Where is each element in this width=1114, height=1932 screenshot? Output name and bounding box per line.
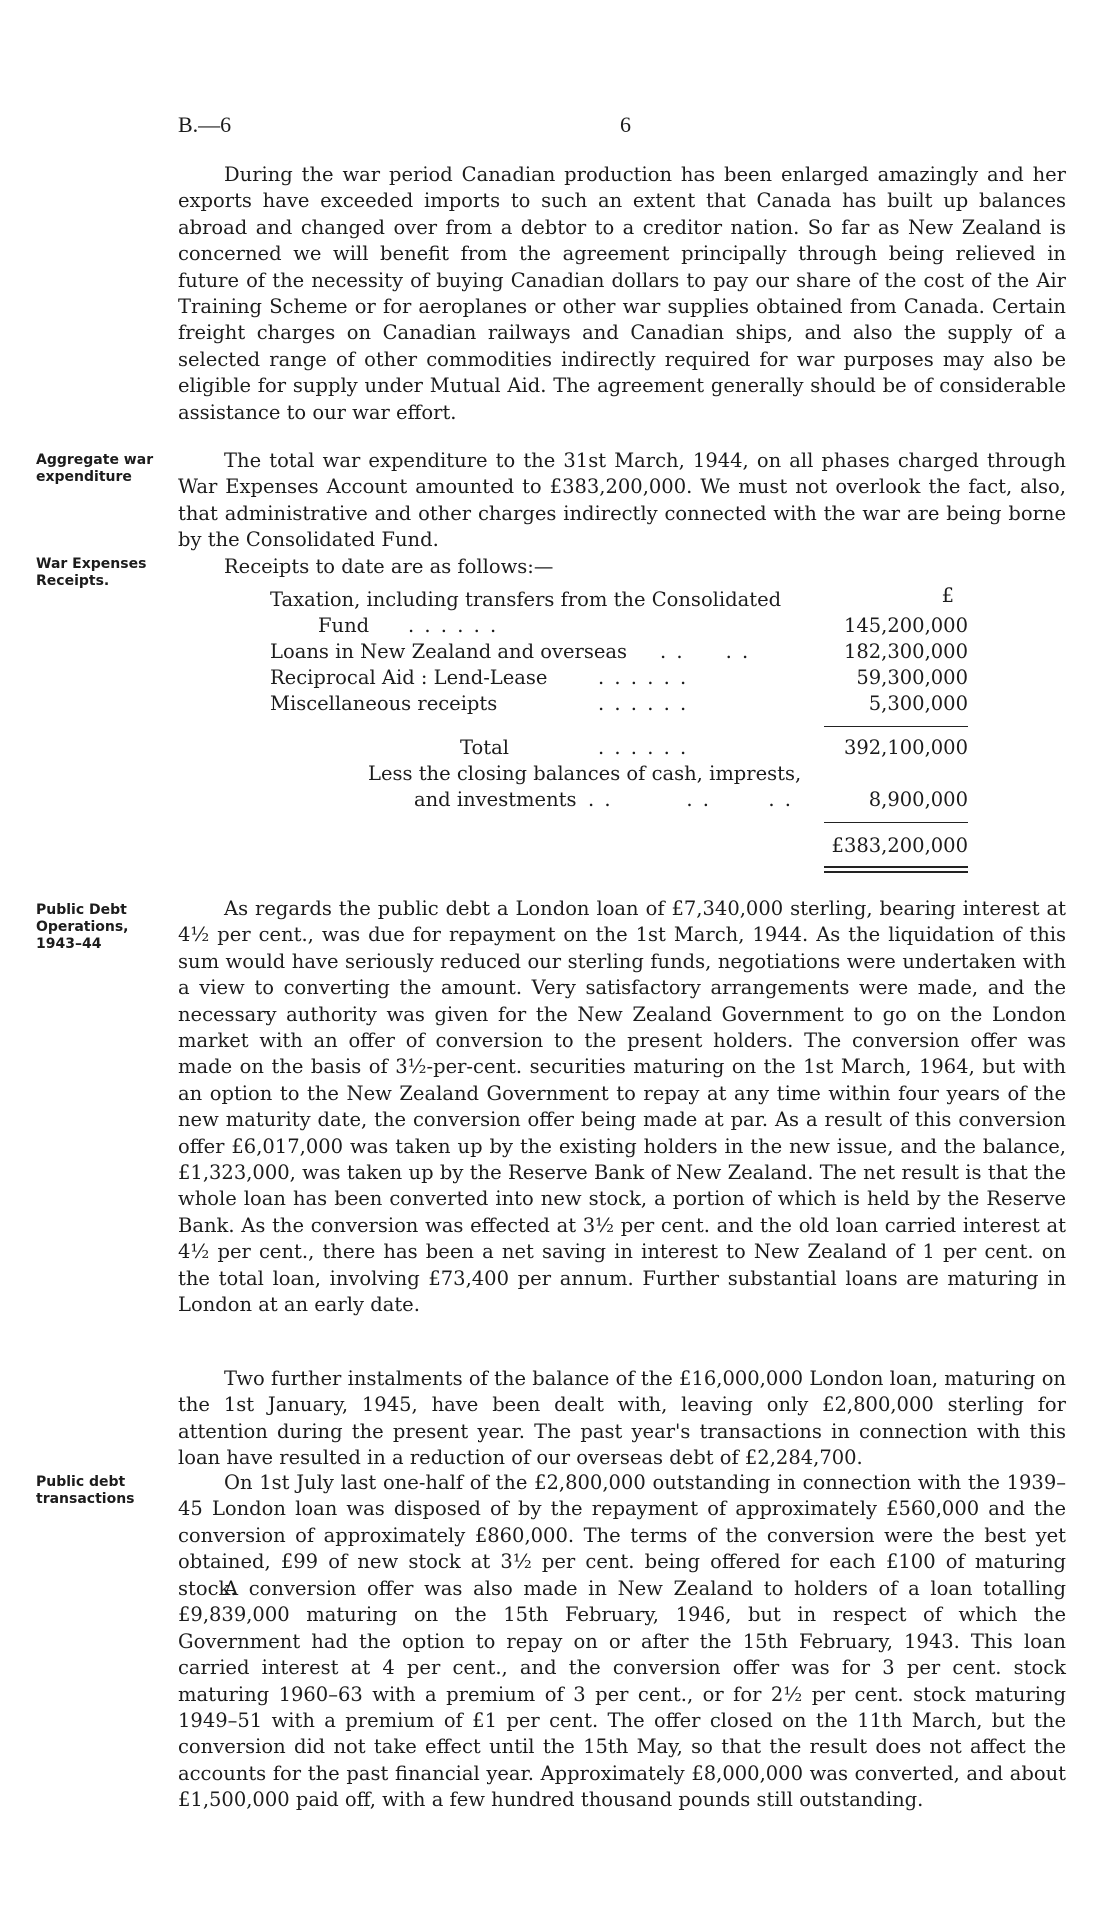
leader-dots: . . . . . . [588, 788, 793, 811]
receipt-amount: 182,300,000 [843, 640, 968, 663]
less-label: Less the closing balances of cash, imprests, [368, 762, 802, 785]
receipt-label: Fund [318, 614, 370, 637]
receipt-row-reciprocal-aid [178, 666, 1066, 692]
page-number: 6 [620, 112, 631, 137]
paragraph-instalments: Two further instalments of the balance of the £16,000,000 London loan, maturing on the 1st January, 1945, have been dealt with, leaving only £2,800,000 sterling for attention during the present year. The past year's transactions in connection with this loan have resulted in a reduction of our overseas debt of £2,284,700. [178, 1367, 1066, 1470]
leader-dots: . . . . . . [598, 736, 689, 759]
paragraph-canada-mutual-aid: During the war period Canadian production has been enlarged amazingly and her exports have exceeded imports to such an extent that Canada has built up balances abroad and changed over from a debtor to a creditor nation. So far as New Zealand is concerned we will benefit from the agreement principally through being relieved in future of the necessity of buying Canadian dollars to pay our share of the cost of the Air Training Scheme or for aeroplanes or other war supplies obtained from Canada. Certain freight charges on Canadian railways and Canadian ships, and also the supply of a selected range of other commodities indirectly required for war purposes may also be eligible for supply under Mutual Aid. The agreement generally should be of considerable assistance to our war effort. [178, 163, 1066, 424]
receipt-label: Loans in New Zealand and overseas [270, 640, 628, 663]
receipt-row-less [178, 762, 1066, 788]
less-amount: 8,900,000 [868, 788, 968, 811]
receipt-row-taxation [178, 588, 1066, 614]
leader-dots: . . . . . . [408, 614, 499, 637]
leader-dots: . . . . [660, 640, 751, 663]
margin-note-public-debt-transactions: Public debt transactions [36, 1474, 135, 1507]
receipt-amount: 145,200,000 [843, 614, 968, 637]
receipt-row-taxation-cont [178, 614, 1066, 640]
net-rule [824, 822, 968, 823]
paragraph-july-conversion: On 1st July last one-half of the £2,800,000 outstanding in connection with the 1939–45 London loan was disposed of by the repayment of approximately £560,000 and the conversion of approximately £860,000. The terms of the conversion were the best yet obtained, £99 of new stock at 3½ per cent. being offered for each £100 of maturing stock. [178, 1471, 1066, 1600]
receipt-label: Taxation, including transfers from the Consolidated [270, 588, 782, 611]
receipt-row-net [178, 834, 1066, 860]
double-rule-bottom [824, 871, 968, 873]
leader-dots: . . . . . . [598, 666, 689, 689]
section-code: B.—6 [178, 112, 232, 137]
total-amount: 392,100,000 [843, 736, 968, 759]
receipt-label: Reciprocal Aid : Lend-Lease [270, 666, 548, 689]
margin-note-public-debt-operations: Public Debt Operations, 1943–44 [36, 902, 129, 952]
subtotal-rule [824, 726, 968, 727]
less-label: and investments [414, 788, 577, 811]
receipt-label: Miscellaneous receipts [270, 692, 498, 715]
receipt-row-loans [178, 640, 1066, 666]
leader-dots: . . . . . . [598, 692, 689, 715]
receipt-row-less-cont [178, 788, 1066, 814]
paragraph-nz-conversion-offer: A conversion offer was also made in New Zealand to holders of a loan totalling £9,839,000 maturing on the 15th February, 1946, but in respect of which the Government had the option to repay on or after the 15th February, 1943. This loan carried interest at 4 per cent., and the conversion offer was for 3 per cent. stock maturing 1960–63 with a premium of 3 per cent., or for 2½ per cent. stock maturing 1949–51 with a premium of £1 per cent. The offer closed on the 11th March, but the conversion did not take effect until the 15th May, so that the result does not affect the accounts for the past financial year. Approximately £8,000,000 was converted, and about £1,500,000 paid off, with a few hundred thousand pounds still outstanding. [178, 1577, 1066, 1812]
net-amount: £383,200,000 [831, 834, 968, 857]
paragraph-london-loan-conversion: As regards the public debt a London loan of £7,340,000 sterling, bearing interest at 4½ per cent., was due for repayment on the 1st March, 1944. As the liquidation of this sum would have seriously reduced our sterling funds, negotiations were undertaken with a view to converting the amount. Very satisfactory arrangements were made, and the necessary authority was given for the New Zealand Government to go on the London market with an offer of conversion to the present holders. The conversion offer was made on the basis of 3½-per-cent. securities maturing on the 1st March, 1964, but with an option to the New Zealand Government to repay at any time within four years of the new maturity date, the conversion offer being made at par. As a result of this conversion offer £6,017,000 was taken up by the existing holders in the new issue, and the balance, £1,323,000, was taken up by the Reserve Bank of New Zealand. The net result is that the whole loan has been converted into new stock, a portion of which is held by the Reserve Bank. As the conversion was effected at 3½ per cent. and the old loan carried interest at 4½ per cent., there has been a net saving in interest to New Zealand of 1 per cent. on the total loan, involving £73,400 per annum. Further substantial loans are maturing in London at an early date. [178, 897, 1066, 1317]
receipt-amount: 5,300,000 [868, 692, 968, 715]
receipt-row-total [178, 736, 1066, 762]
paragraph-receipts-intro: Receipts to date are as follows:— [224, 555, 554, 578]
margin-note-aggregate-expenditure: Aggregate war expenditure [36, 452, 154, 485]
receipt-amount: 59,300,000 [856, 666, 968, 689]
receipt-row-miscellaneous [178, 692, 1066, 718]
paragraph-total-war-expenditure: The total war expenditure to the 31st March, 1944, on all phases charged through War Expenses Account amounted to £383,200,000. We must not overlook the fact, also, that administrative and other charges indirectly connected with the war are being borne by the Consolidated Fund. [178, 449, 1066, 552]
double-rule-top [824, 866, 968, 868]
currency-header: £ [941, 584, 954, 607]
margin-note-war-expenses-receipts: War Expenses Receipts. [36, 556, 147, 589]
total-label: Total [460, 736, 509, 759]
